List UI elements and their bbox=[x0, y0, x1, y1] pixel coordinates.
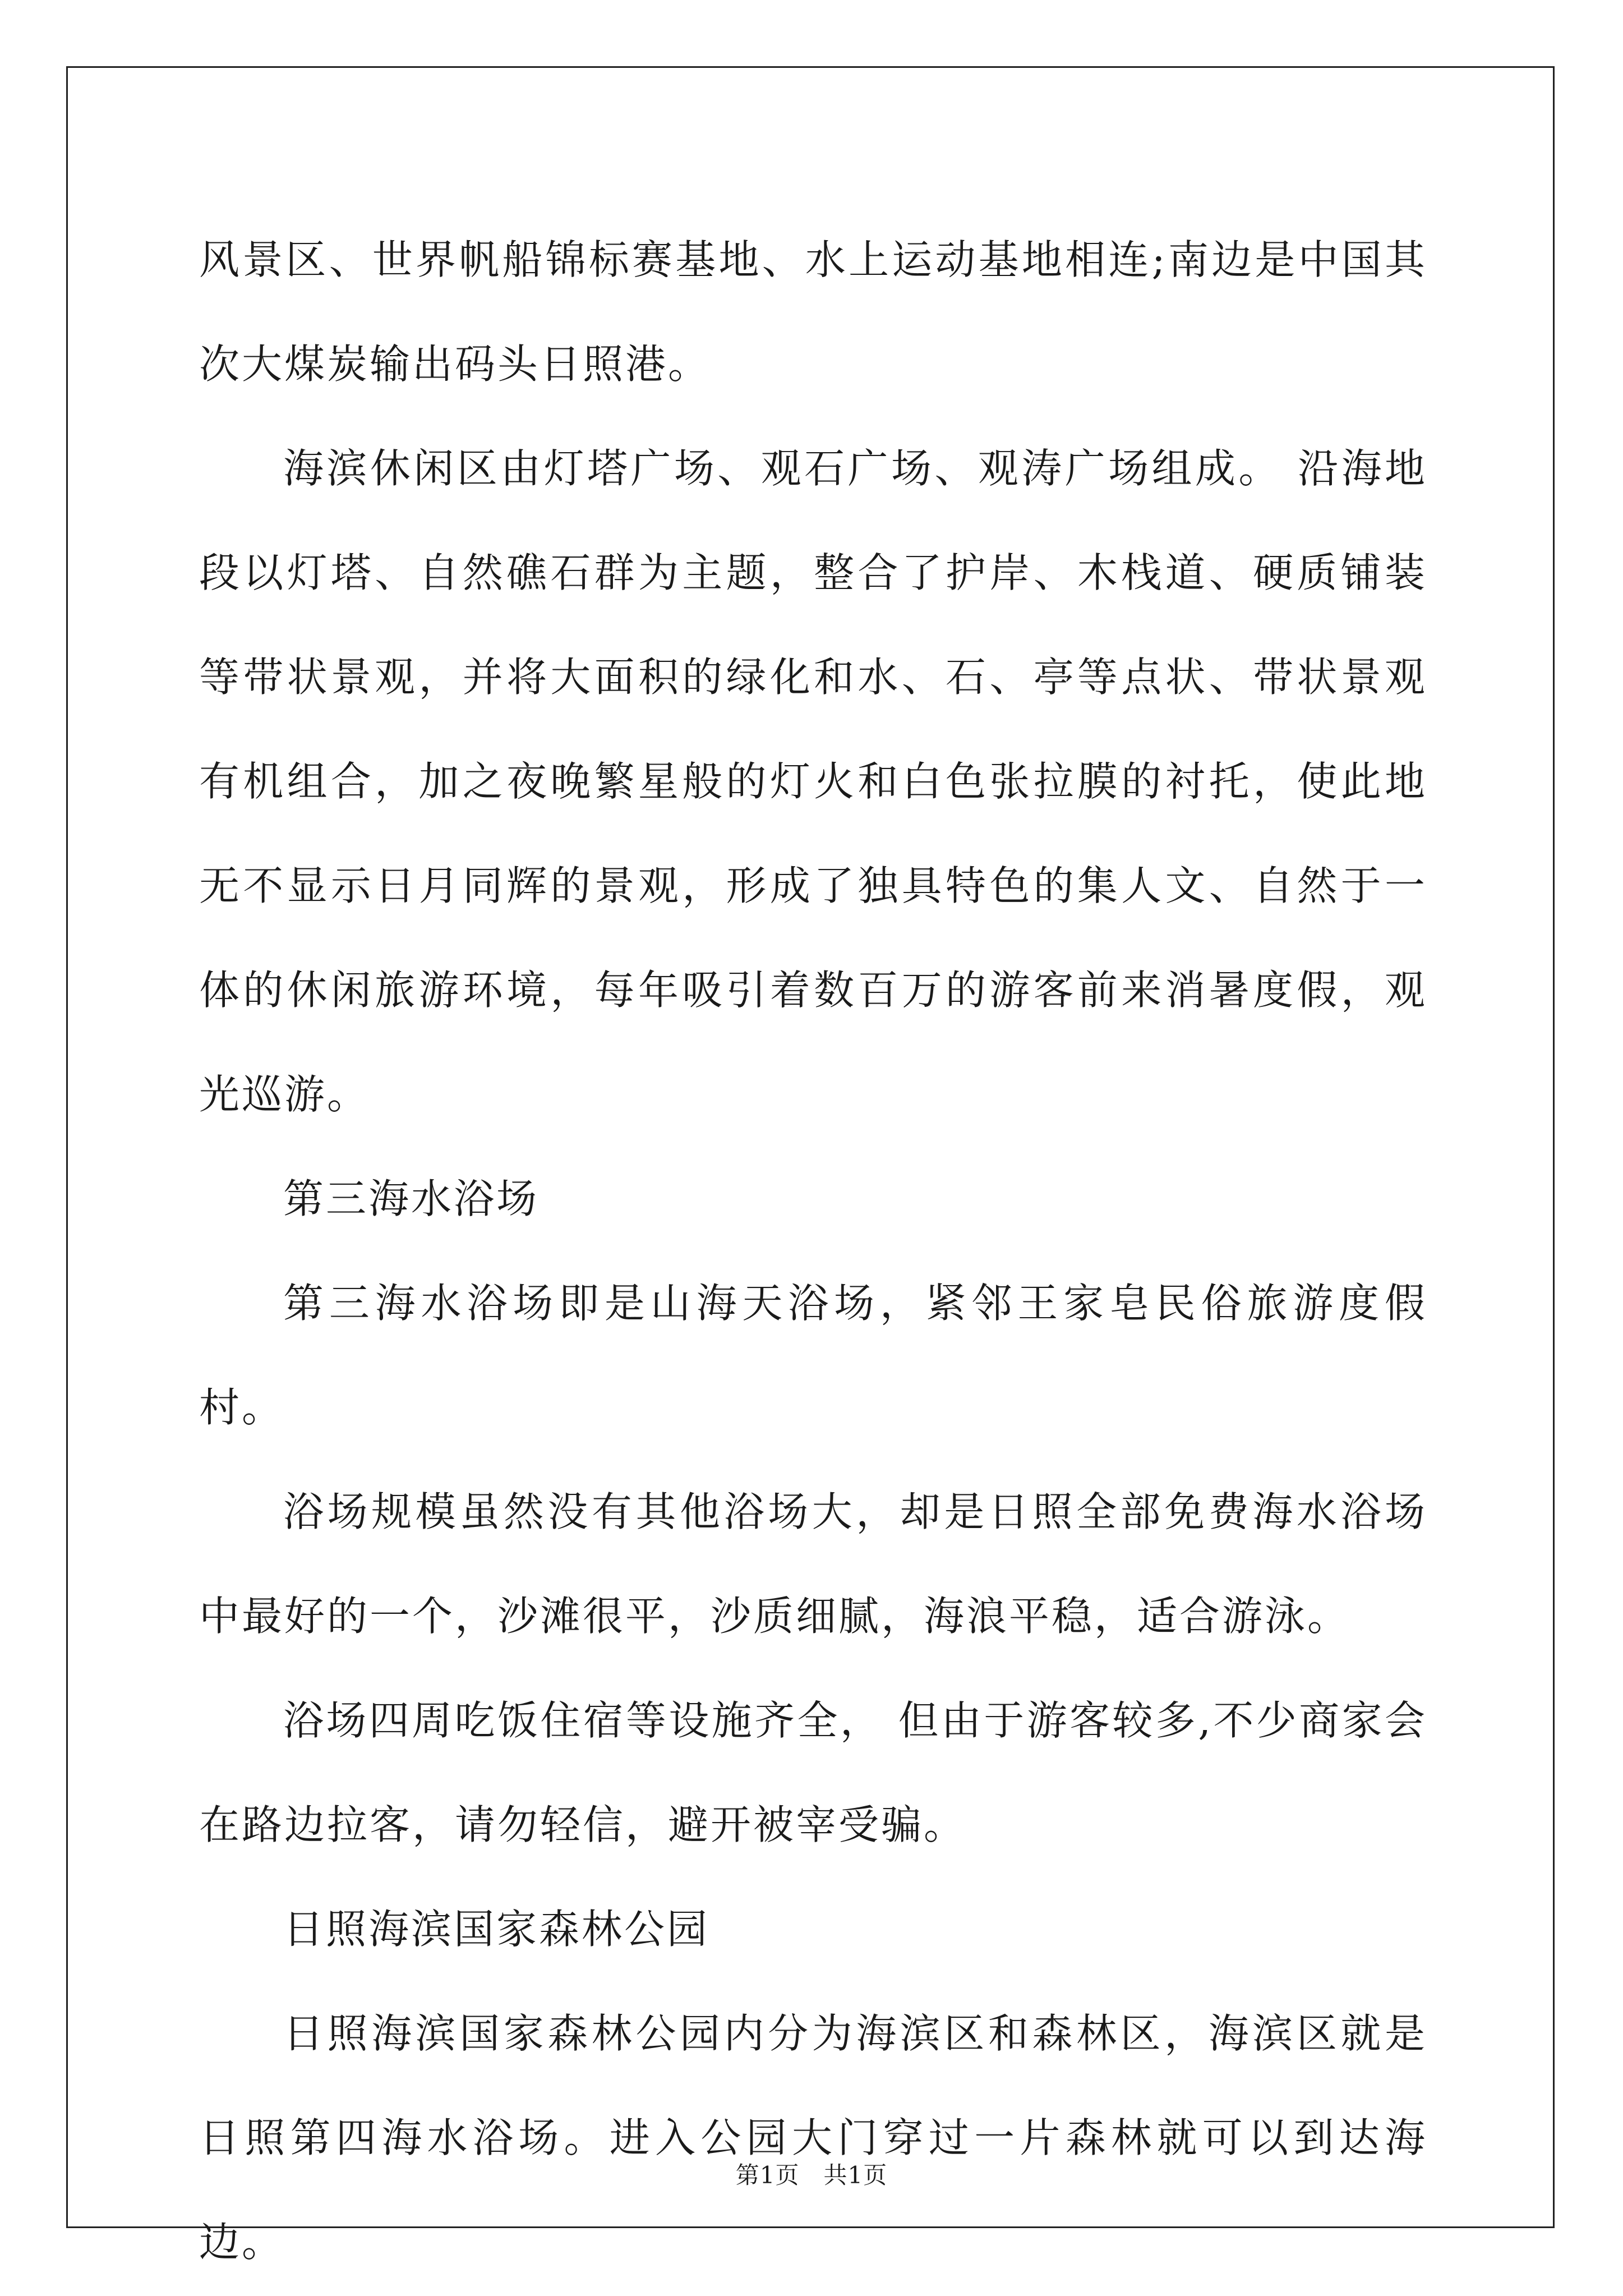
page-number-footer: 第1页 共1页 bbox=[735, 2161, 888, 2189]
paragraph: 风景区、世界帆船锦标赛基地、水上运动基地相连;南边是中国其次大煤炭输出码头日照港。 bbox=[199, 236, 1427, 388]
section-heading: 第三海水浴场 bbox=[283, 1175, 540, 1222]
section-heading: 日照海滨国家森林公园 bbox=[283, 1906, 710, 1953]
paragraph: 浴场四周吃饭住宿等设施齐全， 但由于游客较多,不少商家会在路边拉客，请勿轻信，避开被宰受骗。 bbox=[199, 1697, 1427, 1848]
paragraph: 海滨休闲区由灯塔广场、观石广场、观涛广场组成。 沿海地段以灯塔、自然礁石群为主题，整合了护岸、木栈道、硬质铺装等带状景观，并将大面积的绿化和水、石、亭等点状、带状景观有机组合，加之夜晚繁星般的灯火和白色张拉膜的衬托，使此地无不显示日月同辉的景观，形成了独具特色的集人文、自然于一体的休闲旅游环境，每年吸引着数百万的游客前来消暑度假，观光巡游。 bbox=[199, 445, 1427, 1118]
paragraph: 日照海滨国家森林公园内分为海滨区和森林区，海滨区就是日照第四海水浴场。进入公园大门穿过一片森林就可以到达海边。 bbox=[199, 2010, 1427, 2266]
document-body bbox=[199, 208, 1427, 2294]
paragraph: 第三海水浴场即是山海天浴场，紧邻王家皂民俗旅游度假村。 bbox=[199, 1280, 1427, 1431]
paragraph: 浴场规模虽然没有其他浴场大，却是日照全部免费海水浴场中最好的一个，沙滩很平，沙质细腻，海浪平稳，适合游泳。 bbox=[199, 1488, 1427, 1640]
